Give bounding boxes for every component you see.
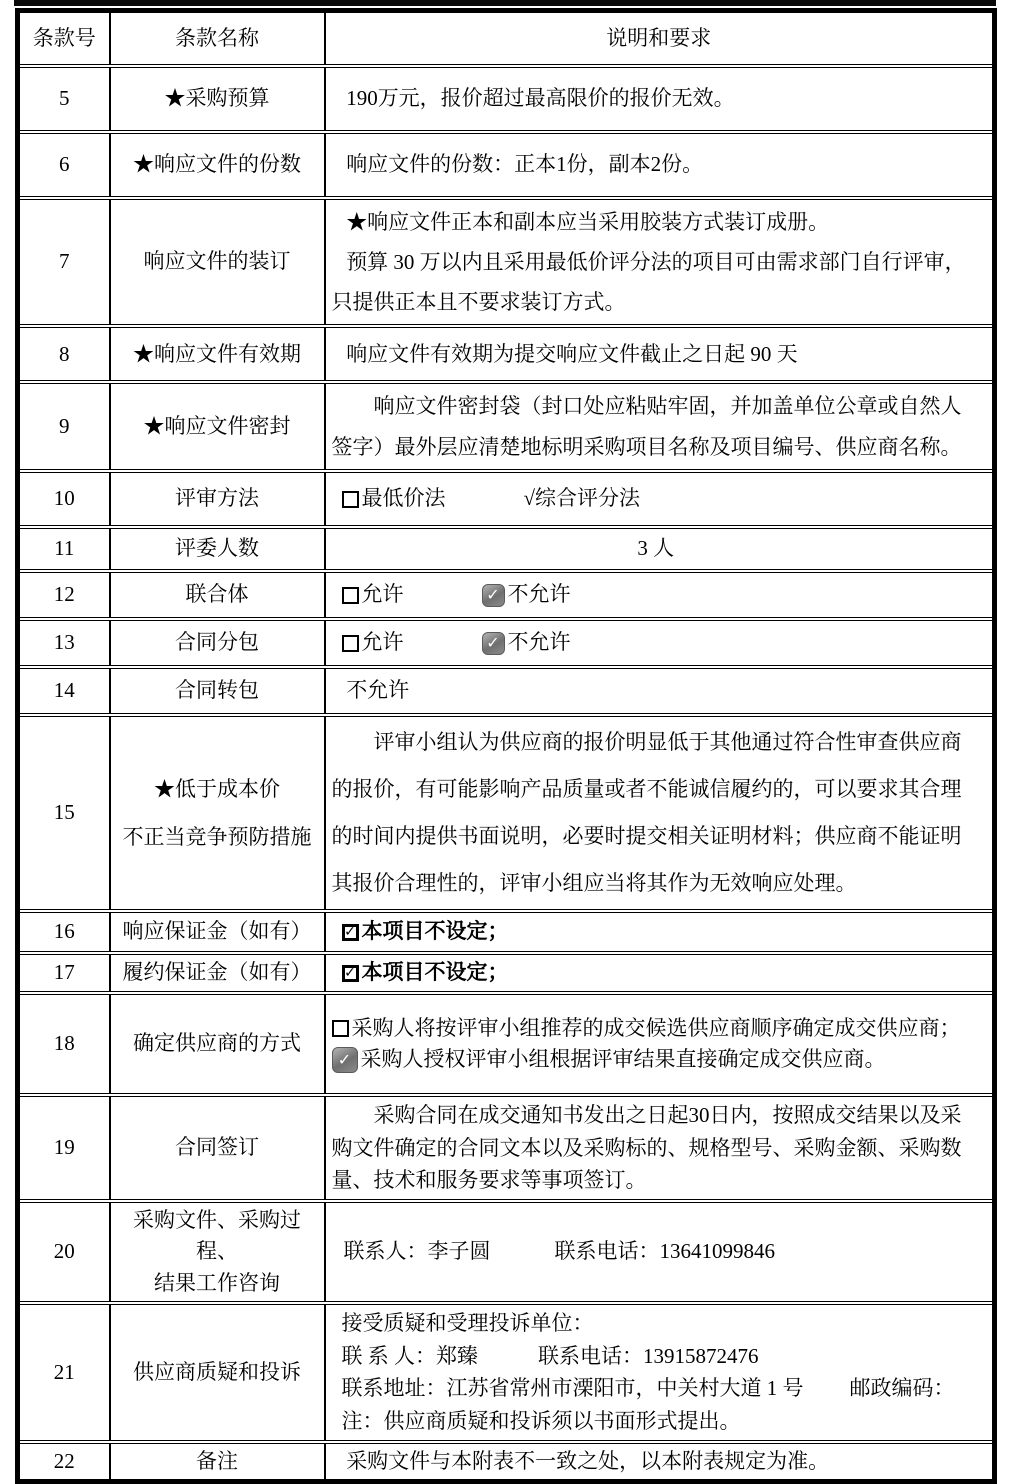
clause-no: 17 [18,953,110,993]
clause-no: 16 [18,911,110,953]
clause-name: 合同分包 [110,619,325,667]
clause-no: 11 [18,527,110,571]
table-row [18,198,995,327]
clause-no: 6 [18,132,110,198]
checked-checkbox-icon: ✓ [482,632,505,655]
header-clause-no: 条款号 [18,11,110,66]
paragraph: ★响应文件正本和副本应当采用胶装方式装订成册。 [346,209,830,234]
clause-name: 履约保证金（如有） [110,953,325,993]
contact-address: 联系地址：江苏省常州市溧阳市，中关村大道 1 号 [341,1376,804,1401]
unchecked-checkbox-icon [332,1020,349,1037]
header-clause-name: 条款名称 [110,11,325,66]
option-label-checked: √综合评分法 [523,486,641,511]
clause-no: 22 [18,1442,110,1482]
clause-no: 18 [18,993,110,1095]
table-row [18,571,995,619]
checked-checkbox-black-icon: ✓ [342,965,359,982]
contact-phone: 联系电话：13641099846 [554,1239,775,1264]
contact-person: 联 系 人：郑臻 [341,1343,478,1368]
option-label: 不允许 [507,630,571,655]
table-row [18,66,995,132]
paragraph: 预算 30 万以内且采用最低价评分法的项目可由需求部门自行评审，只提供正本且不要求装订方式。 [331,249,966,315]
clause-desc: 响应文件有效期为提交响应文件截止之日起 90 天 [325,326,995,382]
clause-desc: 评审小组认为供应商的报价明显低于其他通过符合性审查供应商的报价，有可能影响产品质量或者不能诚信履约的，可以要求其合理的时间内提供书面说明，必要时提交相关证明材料；供应商不能证明其报价合理性的，评审小组应当将其作为无效响应处理。 [331,730,962,896]
clause-desc [325,198,995,327]
checked-checkbox-icon: ✓ [332,1047,358,1073]
unchecked-checkbox-icon [342,635,359,652]
clause-desc: 响应文件的份数：正本1份，副本2份。 [325,132,995,198]
clause-name: 合同签订 [110,1095,325,1201]
clause-desc: 响应文件密封袋（封口处应粘贴牢固，并加盖单位公章或自然人签字）最外层应清楚地标明采购项目名称及项目编号、供应商名称。 [331,394,962,459]
clause-no: 8 [18,326,110,382]
table-row [18,667,995,715]
complaint-note: 注：供应商质疑和投诉须以书面形式提出。 [341,1408,741,1433]
clause-name: 评委人数 [110,527,325,571]
clause-name-line: 采购文件、采购过程、 [133,1207,301,1264]
option-label: 允许 [361,630,404,655]
contact-person: 联系人：李子圆 [343,1239,491,1264]
option-label: 最低价法 [361,486,446,511]
table-row [18,132,995,198]
clause-name: ★响应文件密封 [110,382,325,471]
clause-desc: 采购文件与本附表不一致之处，以本附表规定为准。 [325,1442,995,1482]
table-row [18,953,995,993]
option-label: 采购人授权评审小组根据评审结果直接确定成交供应商。 [360,1047,886,1072]
clause-no: 9 [18,382,110,471]
table-row [18,1095,995,1201]
clause-no: 15 [18,715,110,911]
option-label: 不允许 [507,582,571,607]
clause-name: 评审方法 [110,471,325,527]
table-row [18,326,995,382]
clause-no: 12 [18,571,110,619]
table-row [18,715,995,911]
clause-name: ★响应文件的份数 [110,132,325,198]
clause-no: 5 [18,66,110,132]
clause-name: 响应保证金（如有） [110,911,325,953]
clause-desc: 190万元，报价超过最高限价的报价无效。 [325,66,995,132]
postal-code-label: 邮政编码： [849,1376,955,1401]
clause-name-line: 不正当竞争预防措施 [122,825,312,850]
clause-no: 21 [18,1303,110,1441]
header-description: 说明和要求 [325,11,995,66]
clause-name: 联合体 [110,571,325,619]
clause-name: 响应文件的装订 [110,198,325,327]
clause-name [110,1201,325,1304]
cropped-row-border [14,0,996,6]
clause-name: ★响应文件有效期 [110,326,325,382]
clause-name: 合同转包 [110,667,325,715]
clause-no: 13 [18,619,110,667]
clause-name-line: ★低于成本价 [154,776,280,801]
table-row [18,1442,995,1482]
clause-desc: 3 人 [325,527,995,571]
table-row [18,1201,995,1304]
table-row [18,993,995,1095]
checked-checkbox-icon: ✓ [482,584,505,607]
clause-desc: 本项目不设定； [361,960,509,985]
option-label: 采购人将按评审小组推荐的成交候选供应商顺序确定成交供应商； [351,1015,961,1040]
unchecked-checkbox-icon [342,587,359,604]
clause-name-line: 结果工作咨询 [154,1270,280,1295]
clause-name: 确定供应商的方式 [110,993,325,1095]
clause-desc: 采购合同在成交通知书发出之日起30日内，按照成交结果以及采购文件确定的合同文本以及采购标的、规格型号、采购金额、采购数量、技术和服务要求等事项签订。 [331,1103,962,1193]
table-row [18,911,995,953]
clause-no: 10 [18,471,110,527]
clause-desc: 不允许 [325,667,995,715]
clause-name: 供应商质疑和投诉 [110,1303,325,1441]
table-header-row [18,11,995,66]
clause-no: 7 [18,198,110,327]
unchecked-checkbox-icon [342,491,359,508]
procurement-terms-table [15,8,997,1484]
clause-no: 19 [18,1095,110,1201]
option-label: 允许 [361,582,404,607]
clause-name: 备注 [110,1442,325,1482]
contact-phone: 联系电话：13915872476 [538,1343,759,1368]
clause-desc: 本项目不设定； [361,919,509,944]
clause-no: 20 [18,1201,110,1304]
clause-no: 14 [18,667,110,715]
checked-checkbox-black-icon: ✓ [342,924,359,941]
clause-name: ★采购预算 [110,66,325,132]
table-row [18,1303,995,1441]
table-row [18,382,995,471]
clause-name [110,715,325,911]
table-row [18,527,995,571]
table-row [18,619,995,667]
complaint-unit: 接受质疑和受理投诉单位： [341,1311,594,1336]
table-row [18,471,995,527]
